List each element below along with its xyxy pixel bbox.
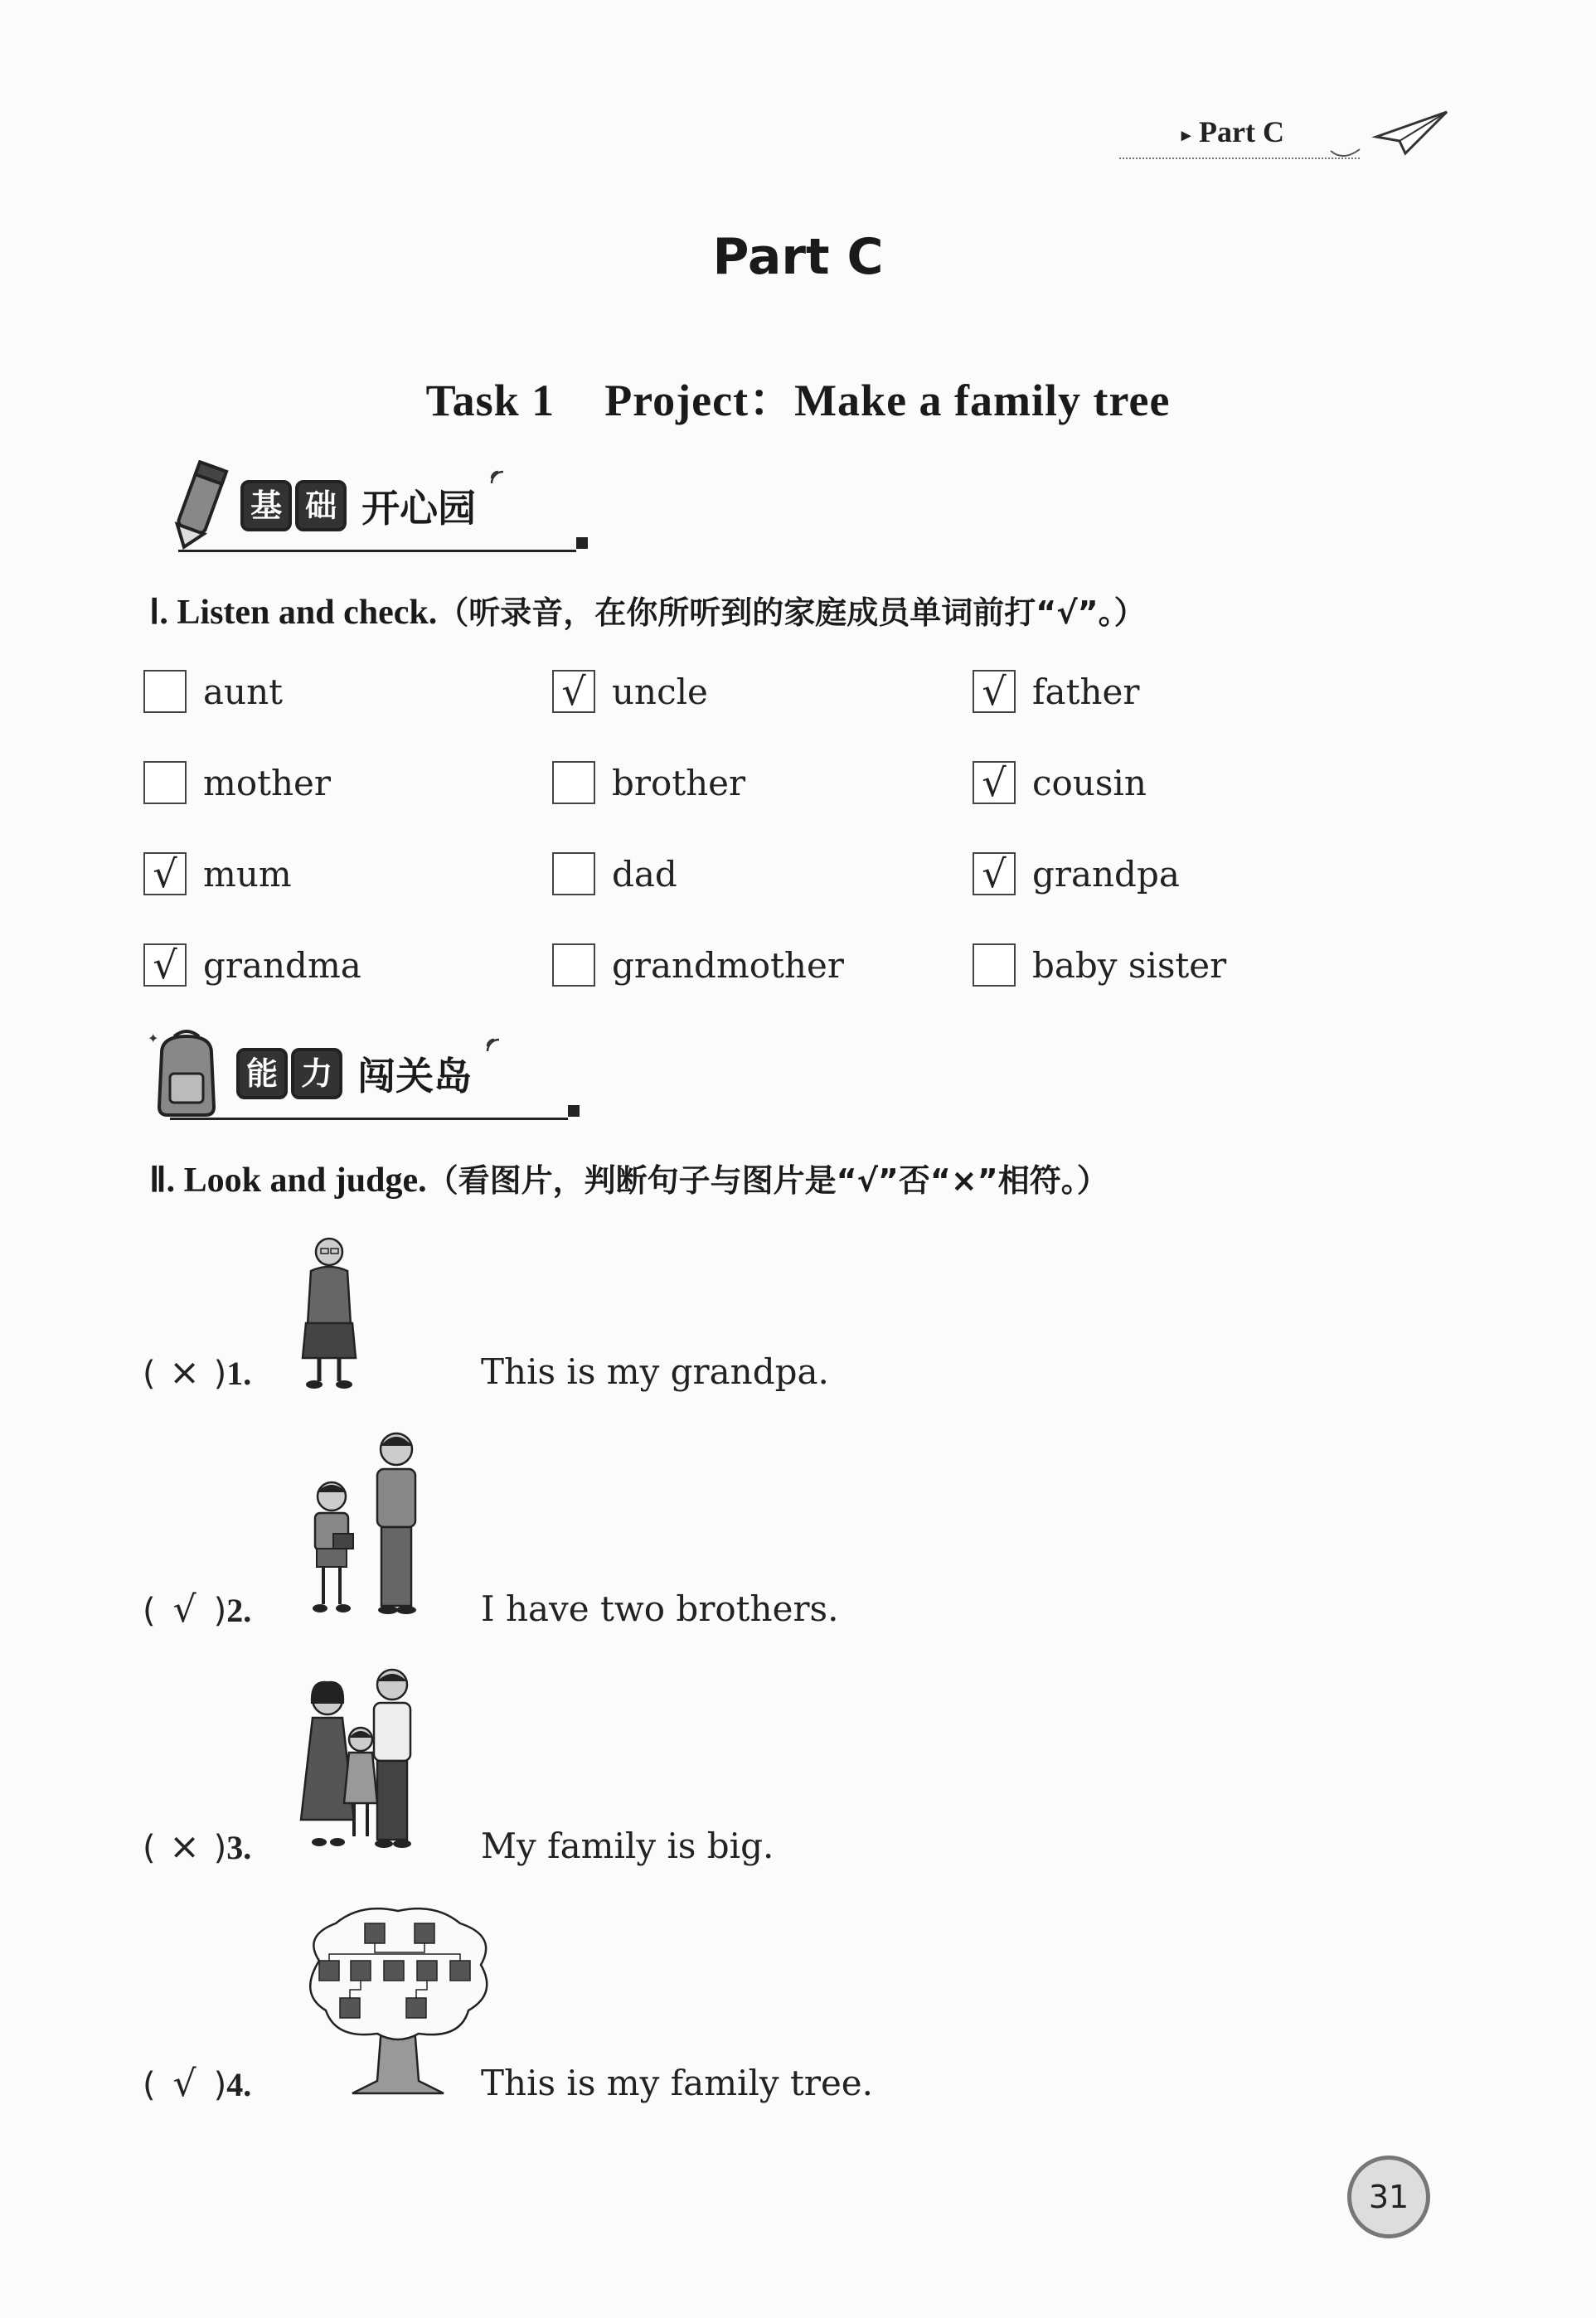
family-illustration (294, 1666, 431, 1857)
check-box[interactable] (552, 761, 595, 804)
check-word: grandma (203, 944, 361, 986)
check-box[interactable] (552, 852, 595, 895)
sound-wave-icon (483, 1028, 507, 1053)
judge-sentence-1: This is my grandpa. (481, 1351, 829, 1392)
check-word: aunt (203, 671, 284, 712)
task-heading (0, 365, 1596, 429)
item-number: 3. (226, 1829, 252, 1866)
badge-char: 基 (240, 480, 292, 531)
check-box[interactable]: √ (143, 852, 187, 895)
section-badge (240, 480, 350, 531)
judge-sentence-4: This is my family tree. (481, 2063, 874, 2103)
judge-sentence-2: I have two brothers. (481, 1588, 839, 1629)
paren-close: ) (213, 1829, 227, 1867)
grandma-illustration (294, 1234, 365, 1391)
check-item[interactable] (143, 758, 552, 807)
judge-answer-2 (143, 1588, 251, 1631)
family-tree-illustration (294, 1903, 502, 2102)
paren-open: ( (143, 1592, 156, 1630)
paren-open: ( (143, 2066, 156, 2104)
check-box[interactable]: √ (973, 761, 1016, 804)
running-head (1181, 114, 1284, 149)
check-item[interactable] (973, 940, 1404, 990)
check-item[interactable] (552, 667, 973, 716)
check-word: grandpa (1032, 853, 1180, 895)
judge-instruction (149, 1155, 1108, 1200)
check-item[interactable] (552, 758, 973, 807)
answer-mark[interactable]: √ (172, 2063, 196, 2105)
banner-corner-mark (576, 537, 588, 549)
task-label: Task 1 (425, 376, 555, 425)
banner-underline (170, 1118, 568, 1120)
answer-mark[interactable]: √ (172, 1588, 196, 1631)
paren-open: ( (143, 1829, 156, 1867)
paren-open: ( (143, 1355, 156, 1393)
instruction-cn: （听录音，在你所听到的家庭成员单词前打“√”。） (437, 594, 1146, 631)
check-item[interactable] (143, 667, 552, 716)
page-number: 31 (1368, 2179, 1409, 2215)
header-divider (1119, 158, 1360, 159)
item-number: 1. (226, 1355, 252, 1392)
svg-text:✦: ✦ (148, 1030, 159, 1046)
check-word: mum (203, 853, 292, 895)
check-box[interactable]: √ (973, 852, 1016, 895)
badge-char: 力 (291, 1048, 342, 1099)
check-grid (143, 667, 1404, 990)
check-item[interactable] (973, 758, 1404, 807)
pencil-icon (162, 460, 236, 551)
paren-close: ) (213, 1592, 227, 1630)
banner-corner-mark (568, 1105, 580, 1117)
answer-mark[interactable]: × (169, 1826, 201, 1868)
triangle-icon: ▸ (1181, 124, 1191, 145)
check-box[interactable]: √ (973, 670, 1016, 713)
sound-wave-icon (487, 460, 512, 485)
badge-char: 能 (236, 1048, 288, 1099)
instruction-en: Ⅰ. Listen and check. (149, 594, 438, 632)
judge-answer-4 (143, 2063, 251, 2105)
banner-underline (178, 550, 576, 552)
check-box[interactable] (143, 761, 187, 804)
item-number: 2. (226, 1592, 252, 1629)
check-item[interactable] (552, 940, 973, 990)
judge-sentence-3: My family is big. (481, 1826, 774, 1866)
paren-close: ) (213, 1355, 227, 1393)
check-word: cousin (1032, 762, 1147, 803)
section-banner-basic (162, 460, 512, 551)
page-number-badge (1347, 2156, 1430, 2238)
check-item[interactable] (973, 849, 1404, 899)
section-badge (236, 1048, 346, 1099)
answer-mark[interactable]: × (169, 1351, 201, 1394)
check-item[interactable] (143, 940, 552, 990)
section-banner-ability (141, 1028, 507, 1119)
check-word: father (1032, 671, 1140, 712)
instruction-cn: （看图片，判断句子与图片是“√”否“×”相符。） (426, 1162, 1108, 1199)
check-box[interactable]: √ (143, 943, 187, 987)
page-title: Part C (712, 228, 884, 286)
task-name: Project：Make a family tree (604, 376, 1171, 425)
check-box[interactable] (552, 943, 595, 987)
section-subtitle: 开心园 (361, 486, 477, 531)
paren-close: ) (213, 2066, 227, 2104)
judge-answer-1 (143, 1351, 251, 1394)
running-head-text: Part C (1199, 115, 1285, 148)
two-brothers-illustration (298, 1426, 431, 1625)
check-item[interactable] (973, 667, 1404, 716)
backpack-icon (141, 1028, 232, 1119)
check-word: mother (203, 762, 331, 803)
check-word: uncle (612, 671, 708, 712)
paper-plane-icon (1327, 99, 1451, 166)
check-word: grandmother (612, 944, 844, 986)
badge-char: 础 (295, 480, 347, 531)
judge-answer-3 (143, 1826, 251, 1868)
item-number: 4. (226, 2066, 252, 2103)
check-word: dad (612, 853, 677, 895)
check-word: baby sister (1032, 944, 1227, 986)
check-word: brother (612, 762, 746, 803)
check-box[interactable] (973, 943, 1016, 987)
check-item[interactable] (143, 849, 552, 899)
check-box[interactable] (143, 670, 187, 713)
check-item[interactable] (552, 849, 973, 899)
listen-instruction (149, 587, 1146, 633)
instruction-en: Ⅱ. Look and judge. (149, 1161, 427, 1200)
check-box[interactable]: √ (552, 670, 595, 713)
section-subtitle: 闯关岛 (357, 1054, 473, 1098)
